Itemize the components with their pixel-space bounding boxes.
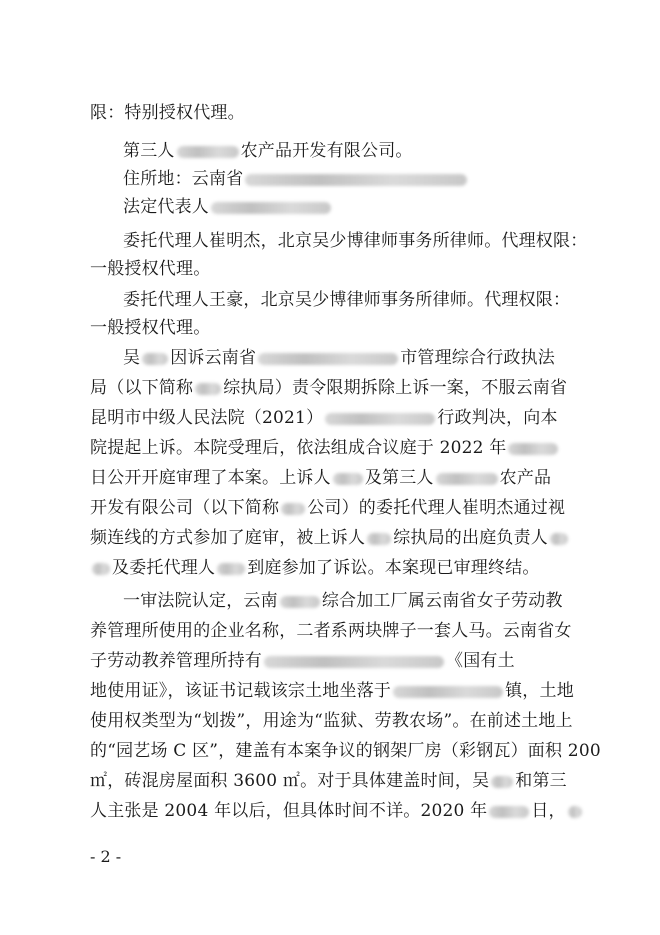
text-line: 昆明市中级人民法院（2021） 行政判决，向本 xyxy=(90,408,558,428)
text-line: 地使用证》，该证书记载该宗土地坐落于 镇，土地 xyxy=(90,681,574,701)
redaction xyxy=(491,776,513,788)
text-line: 委托代理人崔明杰，北京吴少博律师事务所律师。代理权限： xyxy=(123,231,588,251)
redaction xyxy=(508,443,558,455)
text-line: ㎡，砖混房屋面积 3600 ㎡。对于具体建盖时间，吴 和第三 xyxy=(90,771,567,791)
text-line: 子劳动教养管理所持有 《国有土 xyxy=(90,651,515,671)
text-line: 日公开开庭审理了本案。上诉人 及第三人 农产品 xyxy=(90,468,552,488)
redaction xyxy=(367,533,391,545)
redaction xyxy=(195,383,221,395)
redaction xyxy=(264,656,444,668)
redaction xyxy=(92,563,110,575)
text-line: 第三人 农产品开发有限公司。 xyxy=(123,141,413,161)
redaction xyxy=(142,353,168,365)
page-number: - 2 - xyxy=(90,847,122,866)
redaction xyxy=(280,596,320,608)
text-line: 使用权类型为“划拨”，用途为“监狱、劳教农场”。在前述土地上 xyxy=(90,711,573,731)
redaction xyxy=(325,413,435,425)
redaction xyxy=(281,503,305,515)
text-line: 人主张是 2004 年以后，但具体时间不详。2020 年 日， xyxy=(90,800,584,822)
redaction xyxy=(177,146,239,158)
redaction xyxy=(436,473,498,485)
text-line: 养管理所使用的企业名称，二者系两块牌子一套人马。云南省女 xyxy=(90,621,572,641)
text-line: 委托代理人王豪，北京吴少博律师事务所律师。代理权限： xyxy=(123,290,571,310)
redaction xyxy=(211,202,331,214)
text-line: 一般授权代理。 xyxy=(90,259,211,279)
text-line: 法定代表人 xyxy=(123,196,333,218)
text-line: 开发有限公司（以下简称 公司）的委托代理人崔明杰通过视 xyxy=(90,498,566,518)
text-line: 局（以下简称 综执局）责令限期拆除上诉一案，不服云南省 xyxy=(90,378,568,398)
text-line: 及委托代理人 到庭参加了诉讼。本案现已审理终结。 xyxy=(90,557,540,579)
redaction xyxy=(489,806,529,818)
text-line: 频连线的方式参加了庭审，被上诉人 综执局的出庭负责人 xyxy=(90,527,570,549)
redaction xyxy=(333,473,363,485)
redaction xyxy=(393,686,503,698)
text-line: 限：特别授权代理。 xyxy=(90,103,245,123)
text-line: 住所地：云南省 xyxy=(123,168,469,190)
redaction xyxy=(245,174,467,186)
text-line: 吴 因诉云南省 市管理综合行政执法 xyxy=(123,348,556,368)
redaction xyxy=(217,563,245,575)
redaction xyxy=(258,353,398,365)
redaction xyxy=(550,533,568,545)
text-line: 一审法院认定，云南 综合加工厂属云南省女子劳动教 xyxy=(123,591,563,611)
redaction xyxy=(568,806,582,818)
text-line: 院提起上诉。本院受理后，依法组成合议庭于 2022 年 xyxy=(90,437,560,459)
text-line: 一般授权代理。 xyxy=(90,318,211,338)
text-line: 的“园艺场 C 区”，建盖有本案争议的钢架厂房（彩钢瓦）面积 200 xyxy=(90,741,601,761)
